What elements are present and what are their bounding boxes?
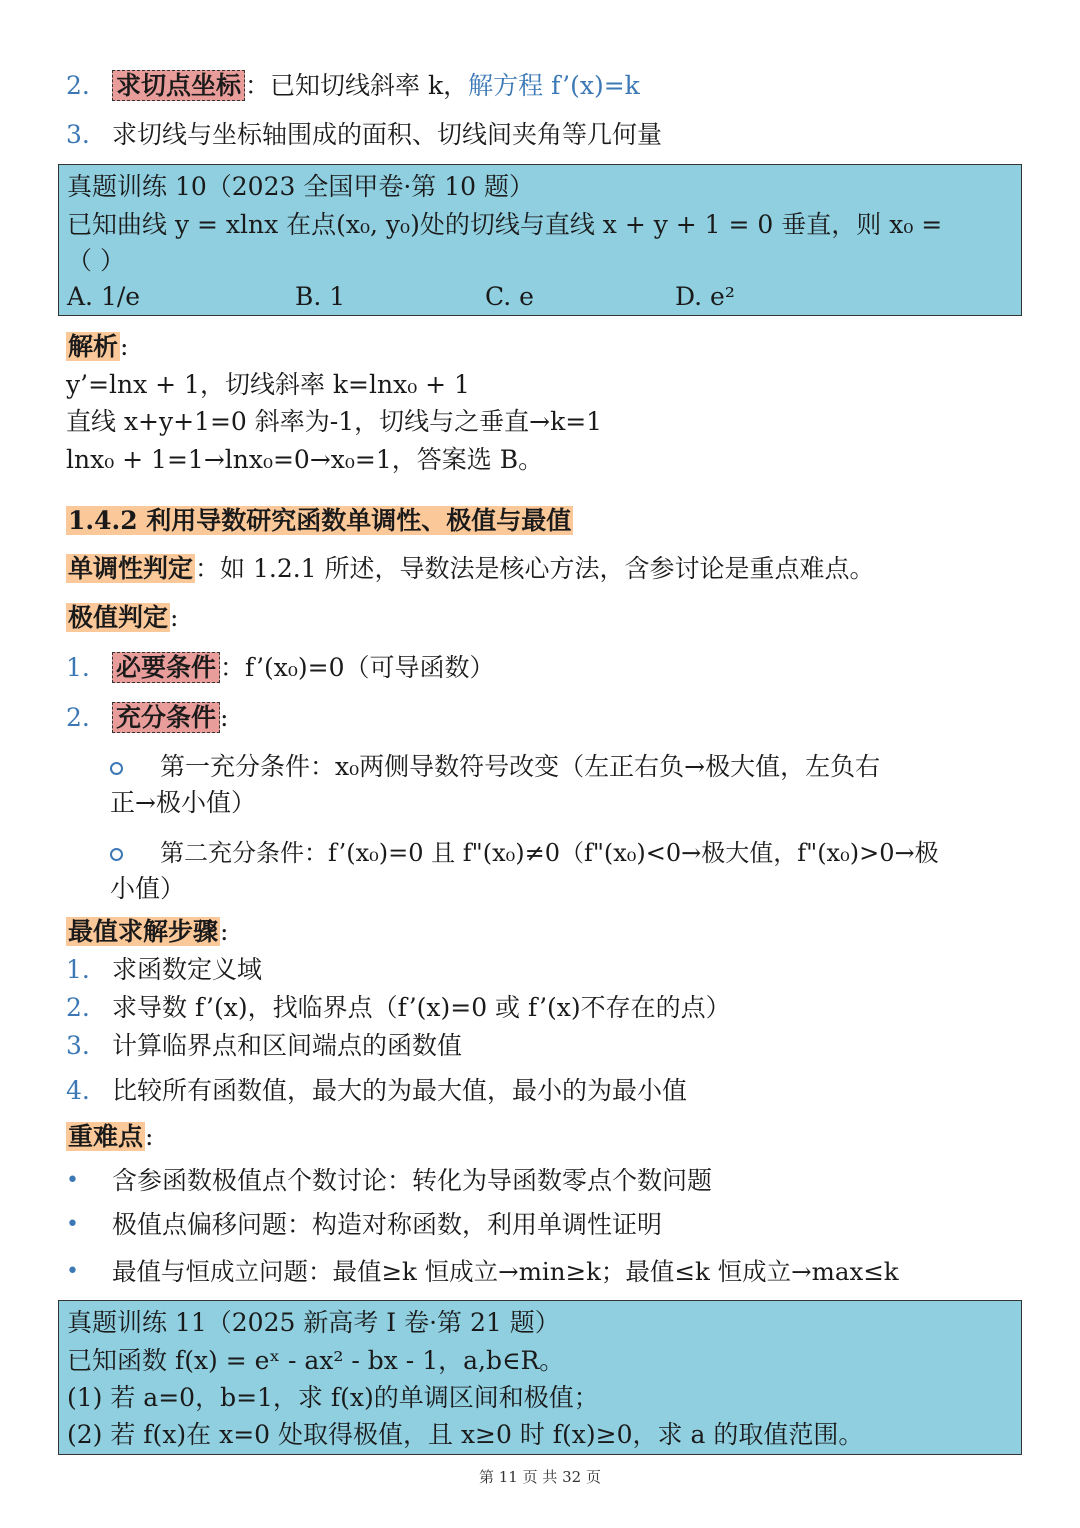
exercise-box-11 [58, 1300, 1022, 1455]
condition-number: 2. [66, 703, 90, 732]
exercise-line: (1) 若 a=0，b=1，求 f(x)的单调区间和极值； [67, 1383, 599, 1412]
key-point: 极值点偏移问题：构造对称函数，利用单调性证明 [112, 1210, 663, 1239]
sufficient-second-line2: 小值） [110, 874, 186, 903]
max-step: 比较所有函数值，最大的为最大值，最小的为最小值 [112, 1076, 688, 1105]
section-title: 1.4.2 利用导数研究函数单调性、极值与最值 [68, 506, 572, 535]
option-b: B. 1 [295, 282, 346, 311]
max-step: 求函数定义域 [112, 955, 263, 984]
condition-text: ：f’(x₀)=0（可导函数） [220, 653, 495, 682]
option-c: C. e [485, 282, 534, 311]
exercise-question: 已知曲线 y = xlnx 在点(x₀, y₀)处的切线与直线 x + y + 1 = 0 垂直，则 x₀ = [67, 210, 943, 239]
step-geometry: 求切线与坐标轴围成的面积、切线间夹角等几何量 [112, 120, 663, 149]
sufficient-first-line2: 正→极小值） [110, 788, 256, 817]
option-d: D. e² [675, 282, 735, 311]
sufficient-second-line1: 第二充分条件：f’(x₀)=0 且 f"(x₀)≠0（f"(x₀)<0→极大值，f"(x₀)>0→极 [160, 839, 939, 867]
step-label: 求切点坐标 [112, 70, 245, 101]
bullet-icon: • [66, 1168, 79, 1193]
extreme-heading [66, 600, 178, 636]
option-a: A. 1/e [67, 282, 141, 311]
bullet-icon: • [66, 1212, 79, 1237]
bullet-icon: • [66, 1259, 79, 1284]
max-heading [66, 914, 228, 950]
solution-heading [66, 329, 128, 365]
condition-necessary [112, 650, 495, 686]
section-heading [66, 503, 573, 539]
condition-sufficient [112, 700, 228, 736]
key-point: 最值与恒成立问题：最值≥k 恒成立→min≥k；最值≤k 恒成立→max≤k [112, 1257, 899, 1286]
monotonic-label: 单调性判定 [68, 554, 194, 583]
max-step: 计算临界点和区间端点的函数值 [112, 1031, 463, 1060]
extreme-colon: : [170, 603, 179, 632]
circle-bullet-icon [110, 762, 123, 775]
exercise-box-10 [58, 164, 1022, 316]
solution-line: y’=lnx + 1，切线斜率 k=lnx₀ + 1 [66, 370, 470, 399]
circle-bullet-icon [110, 848, 123, 861]
sufficient-first-line1: 第一充分条件：x₀两侧导数符号改变（左正右负→极大值，左负右 [160, 752, 881, 781]
max-step-number: 4. [66, 1076, 90, 1105]
max-colon: : [220, 917, 229, 946]
step-text: ：已知切线斜率 k， [245, 71, 469, 100]
step-blue-text: 解方程 f’(x)=k [468, 71, 640, 100]
monotonic-text: ：如 1.2.1 所述，导数法是核心方法，含参讨论是重点难点。 [195, 554, 875, 583]
condition-label: 充分条件 [112, 702, 220, 733]
page-footer: 第 11 页 共 32 页 [478, 1468, 601, 1486]
key-point: 含参函数极值点个数讨论：转化为导函数零点个数问题 [112, 1166, 713, 1195]
solution-colon: : [120, 332, 129, 361]
exercise-line: (2) 若 f(x)在 x=0 处取得极值，且 x≥0 时 f(x)≥0，求 a 的取值范围。 [67, 1420, 864, 1449]
extreme-label: 极值判定 [68, 603, 169, 632]
max-label: 最值求解步骤 [68, 917, 219, 946]
step-tangent-point [112, 68, 640, 104]
condition-text: : [220, 703, 229, 732]
condition-label: 必要条件 [112, 652, 220, 683]
exercise-title: 真题训练 11（2025 新高考 I 卷·第 21 题） [67, 1308, 560, 1337]
key-label: 重难点 [68, 1122, 144, 1151]
exercise-line: 已知函数 f(x) = eˣ - ax² - bx - 1，a,b∈R。 [67, 1346, 565, 1375]
step-number: 2. [66, 71, 90, 100]
max-step-number: 2. [66, 993, 90, 1022]
max-step: 求导数 f’(x)，找临界点（f’(x)=0 或 f’(x)不存在的点） [112, 993, 731, 1022]
step-number: 3. [66, 120, 90, 149]
max-step-number: 3. [66, 1031, 90, 1060]
monotonic-paragraph [66, 551, 875, 587]
condition-number: 1. [66, 653, 90, 682]
exercise-title: 真题训练 10（2023 全国甲卷·第 10 题） [67, 172, 534, 201]
solution-label: 解析 [68, 332, 119, 361]
solution-line: lnx₀ + 1=1→lnx₀=0→x₀=1，答案选 B。 [66, 445, 544, 474]
exercise-blank: （ ） [67, 246, 125, 275]
key-heading [66, 1119, 153, 1155]
key-colon: : [145, 1122, 154, 1151]
max-step-number: 1. [66, 955, 90, 984]
solution-line: 直线 x+y+1=0 斜率为-1，切线与之垂直→k=1 [66, 407, 603, 436]
